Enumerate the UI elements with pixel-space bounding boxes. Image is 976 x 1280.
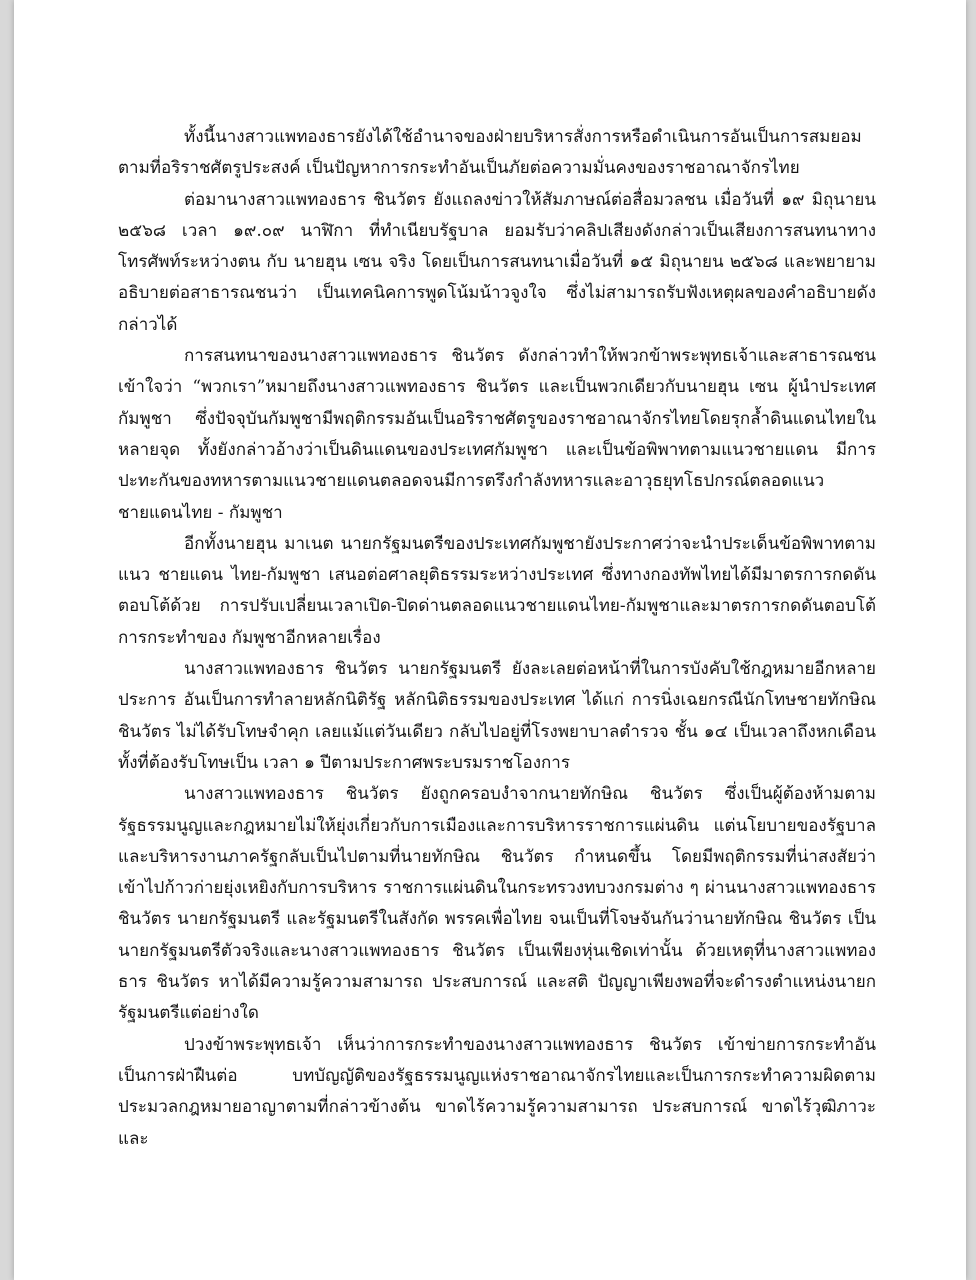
paragraph-3: การสนทนาของนางสาวแพทองธาร ชินวัตร ดังกล่าวทำให้พวกข้าพระพุทธเจ้าและสาธารณชนเข้าใจว่า “พวกเรา”หมายถึงนางสาวแพทองธาร ชินวัตร และเป็นพวกเดียวกับนายฮุน เซน ผู้นำประเทศกัมพูชา ซึ่งปัจจุบันกัมพูชามีพฤติกรรมอันเป็นอริราชศัตรูของราชอาณาจักรไทยโดยรุกล้ำดินแดนไทยในหลายจุด ทั้งยังกล่าวอ้างว่าเป็นดินแดนของประเทศกัมพูชา และเป็นข้อพิพาทตามแนวชายแดน มีการปะทะกันของทหารตามแนวชายแดนตลอดจนมีการตรึงกำลังทหารและอาวุธยุทโธปกรณ์ตลอดแนวชายแดนไทย - กัมพูชา <box>118 346 876 523</box>
paragraph-2: ต่อมานางสาวแพทองธาร ชินวัตร ยังแถลงข่าวให้สัมภาษณ์ต่อสื่อมวลชน เมื่อวันที่ ๑๙ มิถุนายน ๒๕๖๘ เวลา ๑๙.๐๙ นาฬิกา ที่ทำเนียบรัฐบาล ยอมรับว่าคลิปเสียงดังกล่าวเป็นเสียงการสนทนาทางโทรศัพท์ระหว่างตน กับ นายฮุน เซน จริง โดยเป็นการสนทนาเมื่อวันที่ ๑๕ มิถุนายน ๒๕๖๘ และพยายามอธิบายต่อสาธารณชนว่า เป็นเทคนิคการพูดโน้มน้าวจูงใจ ซึ่งไม่สามารถรับฟังเหตุผลของคำอธิบายดังกล่าวได้ <box>118 189 876 335</box>
paragraph-5: นางสาวแพทองธาร ชินวัตร นายกรัฐมนตรี ยังละเลยต่อหน้าที่ในการบังคับใช้กฎหมายอีกหลายประการ อันเป็นการทำลายหลักนิติรัฐ หลักนิติธรรมของประเทศ ได้แก่ การนิ่งเฉยกรณีนักโทษชายทักษิณ ชินวัตร ไม่ได้รับโทษจำคุก เลยแม้แต่วันเดียว กลับไปอยู่ที่โรงพยาบาลตำรวจ ชั้น ๑๔ เป็นเวลาถึงหกเดือน ทั้งที่ต้องรับโทษเป็น เวลา ๑ ปีตามประกาศพระบรมราชโองการ <box>118 659 876 773</box>
document-body <box>118 122 876 1155</box>
paragraph-7: ปวงข้าพระพุทธเจ้า เห็นว่าการกระทำของนางสาวแพทองธาร ชินวัตร เข้าข่ายการกระทำอันเป็นการฝ่าฝืนต่อ บทบัญญัติของรัฐธรรมนูญแห่งราชอาณาจักรไทยและเป็นการกระทำความผิดตามประมวลกฎหมายอาญาตามที่กล่าวข้างต้น ขาดไร้ความรู้ความสามารถ ประสบการณ์ ขาดไร้วุฒิภาวะและ <box>118 1034 876 1149</box>
document-page <box>14 0 966 1280</box>
paragraph-4: อีกทั้งนายฮุน มาเนต นายกรัฐมนตรีของประเทศกัมพูชายังประกาศว่าจะนำประเด็นข้อพิพาทตามแนว ชายแดน ไทย-กัมพูชา เสนอต่อศาลยุติธรรมระหว่างประเทศ ซึ่งทางกองทัพไทยได้มีมาตรการกดดันตอบโต้ด้วย การปรับเปลี่ยนเวลาเปิด-ปิดด่านตลอดแนวชายแดนไทย-กัมพูชาและมาตรการกดดันตอบโต้การกระทำของ กัมพูชาอีกหลายเรื่อง <box>118 533 876 648</box>
paragraph-6: นางสาวแพทองธาร ชินวัตร ยังถูกครอบงำจากนายทักษิณ ชินวัตร ซึ่งเป็นผู้ต้องห้ามตามรัฐธรรมนูญและกฎหมายไม่ให้ยุ่งเกี่ยวกับการเมืองและการบริหารราชการแผ่นดิน แต่นโยบายของรัฐบาลและบริหารงานภาครัฐกลับเป็นไปตามที่นายทักษิณ ชินวัตร กำหนดขึ้น โดยมีพฤติกรรมที่น่าสงสัยว่าเข้าไปก้าวก่ายยุ่งเหยิงกับการบริหาร ราชการแผ่นดินในกระทรวงทบวงกรมต่าง ๆ ผ่านนางสาวแพทองธาร ชินวัตร นายกรัฐมนตรี และรัฐมนตรีในสังกัด พรรคเพื่อไทย จนเป็นที่โจษจันกันว่านายทักษิณ ชินวัตร เป็นนายกรัฐมนตรีตัวจริงและนางสาวแพทองธาร ชินวัตร เป็นเพียงหุ่นเชิดเท่านั้น ด้วยเหตุที่นางสาวแพทองธาร ชินวัตร หาได้มีความรู้ความสามารถ ประสบการณ์ และสติ ปัญญาเพียงพอที่จะดำรงตำแหน่งนายกรัฐมนตรีแต่อย่างใด <box>118 784 876 1024</box>
paragraph-1: ทั้งนี้นางสาวแพทองธารยังได้ใช้อำนาจของฝ่ายบริหารสั่งการหรือดำเนินการอันเป็นการสมยอมตามที่อริราชศัตรูประสงค์ เป็นปัญหาการกระทำอันเป็นภัยต่อความมั่นคงของราชอาณาจักรไทย <box>118 127 862 179</box>
